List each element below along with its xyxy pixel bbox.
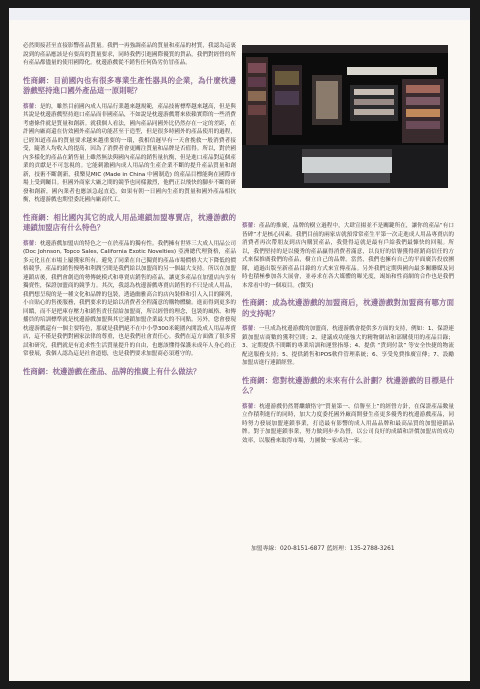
answer-5 — [242, 325, 454, 368]
answer-2-label: 蔡蕾： — [23, 240, 40, 247]
answer-4-text: 產品的推廣，品牌的樹立過程中，大肆宣揚並不是關鍵所在，讓你的產品“有口皆碑”才是核心因素。我們目前的兩家店就預常常產生平第一次走進成人用品專賣店的消費者再次帶朋友到店內購買產品，我覺得這就是最有戶給我們最慷快的回報。所以，我們堅持的是以優秀的產品贏得消費者滿意，以良好的信譽獲得經銷商信任的方式來保推廣我們的產品，樹立自己的品牌。當然，我們也擁有自己的平面廣告投放團隊，通過出版至新產品目錄的方式來宣傳產品。另外我們定期與國內最多關聯媒及同時也積極參加各大展會，並尋求在各大媒體的曝光度，竭始和性商網的合作也是我們本常看中的一個項目。(微笑) — [242, 223, 454, 289]
answer-1-text: 是的，雖然目前國內成人用品行業越來越規範，產品技術標準越來越高，但是與其說是枕邊游戲堅持進口產品而非國產品，不如說是枕邊游戲將來依賴實際的一些消費考慮條件就是質量和創新。就我個人看法，國內產品同國外比仍然存在一定的差距，在許國內廠商還在仿效國外產品的功能甚至于造型，但是很多時國外的產品使用的過程，已經知道產品的質量要求越來越重要的一環，我相信遲早有一天會挽救一般消費者接受，隨著人均收入的提高，因為了消費者會更關注質量和品牌是否值得。所以，對於國內多樣化的產品在銷售量上雖然無法與國內產品的銷售量抗衡，但是進口產品對這個產業的貢獻是不可忽視的。它能刺激國內成人用品的生產企業不斷的提升產品質量和創新，技術不斷創新，我樂見MIC (Made in China 中國制造) 的產品目標能夠在國際市場上受到矚目。但國外商家大廠之間的競爭也同樣激烈，他們正以飛快的腳步不斷的研發和創新，國內業者也應該急起直追，如果有朝一日國內生產的質量和國外產品相抗衡，枕邊游戲也期望委託國內廠商代工。 — [23, 103, 236, 203]
answer-4-label: 蔡蕾： — [242, 223, 259, 229]
question-2: 性商網：相比國內其它的成人用品連鎖加盟專賣店，枕邊游戲的連鎖加盟店有什么特色？ — [23, 212, 236, 232]
header-band — [9, 8, 470, 20]
right-column — [242, 222, 454, 445]
answer-2-text: 枕邊游戲加盟店的特色之一在於產品的獨有性。我們擁有世界三大成人用品公司 (Doc Johnson, Topco Sales, California Exotic Novelties) 亞洲總代理資格，產品多元化且在市場上屢獲家所有。避免了同業在自己獨賣的產品市場價格大大下降低的價格競爭，產品的銷售慢勢和利潤空間是我們給以加盟商的另一個最大支持。所以在加盟連鎖店後，我們會創造的勢傳統模式和專賣店銷售的產品，讓更多產品在加盟店內享有獨賣性，保證加盟商的競爭力。其次，我認為枕邊游戲專賣店銷售的不只是成人用品，我們想呈現的是一種文化和品牌的包裝，透過幽雅高合的店內裝修和引人入目的陳列，小自貼心的售後服務，我們要求的是給以消費者全程滿意的購物體驗。進而得到更多的回饋，而不是把庫存壓力和銷售責任留給加盟商，所以經營的理念，包裝的風格、和傳播員的培訓標準就是枕邊游戲加盟與其它連鎖加盟企業最大的不同點。另外，您會發現枕邊游戲還有一個主要特色，那就是我們絕不在中小學300米範圍內開設成人用品專賣店，這不僅是我們對國家法律的尊重，也是我們社會責任心。我們在這方面做了很多嘗試和研究，我們就是有追求性生活質量提升的自由，也應該懂得保護未成年人身心的正常發展，我個人認為這是社會道德，也是我們要求加盟商必須遵守的。 — [23, 240, 236, 357]
answer-4 — [242, 222, 454, 290]
question-1: 性商網：目前國內也有很多專業生產性器具的企業，為什麼枕邊游戲堅持進口國外產品這一原則呢？ — [23, 75, 236, 95]
answer-1 — [23, 103, 236, 205]
question-6: 性商網：您對枕邊游戲的未來有什么計劃？枕邊游戲的目標是什么？ — [242, 375, 454, 395]
left-column — [23, 42, 236, 377]
answer-6 — [242, 403, 454, 446]
answer-6-text: 枕邊游戲仍然將繼續恪守“質量第一、信譽至上”的經營方針，在保證產品數量立作積利進行的同時，加大力度委托國外廠商開發生產更多優秀的枕邊游戲產品，同時努力發展加盟連鎖事業，打造最有影響的成人用品品牌和最高品質的加盟連鎖品牌。對于加盟連鎖事業，努力做到步步為營，以公司良好的成績和評價加盟店的成功效率，以服務來取得市場，力圖做一家成功一家。 — [242, 403, 454, 444]
answer-5-text: 一旦成為枕邊游戲的加盟商，枕邊游戲會提供多方面的支持，例如：1、保證連鎖加盟店商數的獲利空間；2、建議成功能強大的精物網站和部購使用的產品目錄；3、定期提供不間斷的專業培訓和運營指導；4、提供 “貨到付款” 等安全快捷的物流配送服務支持；5、提供銷售和POS軟件管理系統；6、享受免費推廣宣傳；7、設勵加盟店進行連鎖經營。 — [242, 326, 454, 366]
answer-2 — [23, 240, 236, 359]
store-photo-illustration — [242, 45, 448, 188]
answer-5-label: 蔡蕾： — [242, 326, 259, 332]
store-interior-photo — [242, 45, 448, 188]
intro-paragraph: 必然間接甚至直接影響產品質量。我們一再強調產品的質量和產品的材質，我認為這裏說到的產品應該是有要高的質量要求，同時我們引進國際優質的貨品，我們對經營的所有產品都儘量的使用國際化。枕邊游戲從不銷售任何偽劣仿冒產品。 — [23, 43, 236, 66]
franchise-hotline: 加盟專線：020-8151-6877 藍經理：135-2788-3261 — [251, 546, 395, 552]
answer-6-label: 蔡蕾： — [242, 403, 260, 410]
question-3: 性商網：枕邊游戲在產品、品牌的推廣上有什么做法？ — [23, 366, 201, 376]
question-5: 性商網：成為枕邊游戲的加盟商后，枕邊游戲對加盟商有哪方面的支持呢？ — [242, 298, 454, 318]
magazine-page — [9, 8, 470, 681]
answer-1-label: 蔡蕾： — [23, 103, 40, 110]
